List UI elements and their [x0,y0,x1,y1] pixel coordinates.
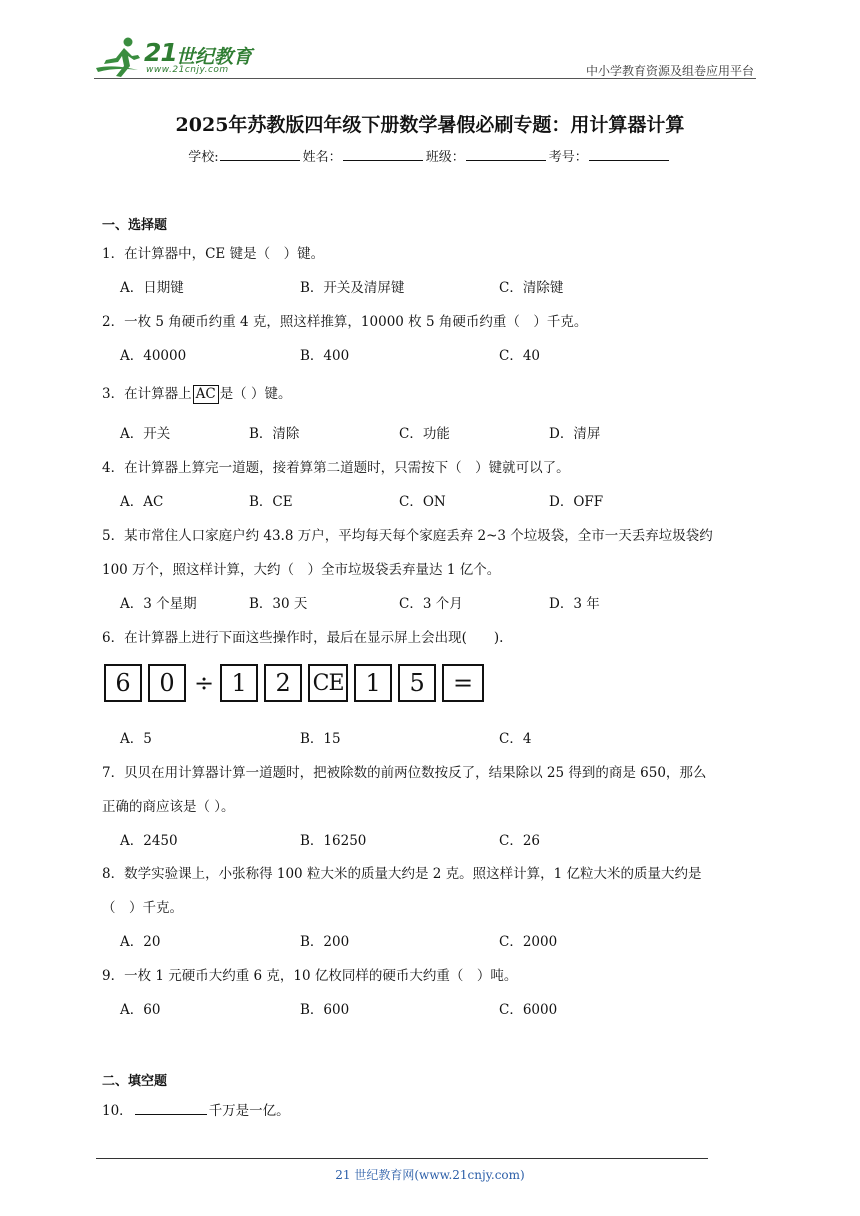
calc-key-1-second: 1 [354,664,392,702]
calc-key-2: 2 [264,664,302,702]
logo-number: 21 [144,38,177,67]
q8-option-a[interactable]: A．20 [120,934,161,950]
q3-text-post: 是（ ）键。 [219,386,292,402]
question-6: 6．在计算器上进行下面这些操作时，最后在显示屏上会出现( ). [102,630,504,646]
question-1: 1．在计算器中，CE 键是（ ）键。 [102,246,325,262]
q9-option-c[interactable]: C．6000 [499,1002,558,1018]
calc-key-5: 5 [398,664,436,702]
class-label: 班级： [425,150,465,165]
question-3 [102,382,291,404]
question-9: 9．一枚 1 元硬币大约重 6 克，10 亿枚同样的硬币大约重（ ）吨。 [102,968,518,984]
q9-option-b[interactable]: B．600 [300,1002,350,1018]
q6-option-c[interactable]: C．4 [499,731,532,747]
calc-key-1: 1 [220,664,258,702]
q1-option-b[interactable]: B．开关及清屏键 [300,280,405,296]
q5-option-b[interactable]: B．30 天 [249,596,308,612]
exam-no-label: 考号： [548,150,588,165]
calc-key-equals: = [442,664,484,702]
header-divider [94,78,756,79]
q8-option-c[interactable]: C．2000 [499,934,558,950]
logo-url: www.21cnjy.com [146,65,229,75]
question-5-line-1: 5．某市常住人口家庭户约 43.8 万户，平均每天每个家庭丢弃 2~3 个垃圾袋，全市一天丢弃垃圾袋约 [102,528,713,544]
section-heading-choice: 一、选择题 [102,218,168,233]
q7-option-c[interactable]: C．26 [499,833,541,849]
question-5-line-2: 100 万个，照这样计算，大约（ ）全市垃圾袋丢弃量达 1 亿个。 [102,562,501,578]
runner-logo-icon [94,36,144,78]
q7-option-b[interactable]: B．16250 [300,833,367,849]
ac-key-box: AC [193,385,219,404]
q1-option-c[interactable]: C．清除键 [499,280,564,296]
platform-label: 中小学教育资源及组卷应用平台 [585,64,754,78]
q4-option-c[interactable]: C．ON [399,494,446,510]
student-info-line [0,146,860,165]
q3-option-a[interactable]: A．开关 [120,426,171,442]
question-2: 2．一枚 5 角硬币约重 4 克，照这样推算，10000 枚 5 角硬币约重（ ）千克。 [102,314,588,330]
q4-option-d[interactable]: D．OFF [549,494,604,510]
logo-text: 世纪教育 [176,46,253,68]
q5-option-a[interactable]: A．3 个星期 [120,596,197,612]
divide-sign: ÷ [194,669,215,697]
page-title: 2025年苏教版四年级下册数学暑假必刷专题：用计算器计算 [175,114,685,136]
q2-option-b[interactable]: B．400 [300,348,350,364]
calc-key-0: 0 [148,664,186,702]
site-logo [94,36,262,78]
q9-option-a[interactable]: A．60 [120,1002,161,1018]
q5-option-d[interactable]: D．3 年 [549,596,600,612]
question-7-line-2: 正确的商应该是（ ）。 [102,799,235,815]
q3-text-pre: 3．在计算器上 [102,386,192,402]
q3-option-c[interactable]: C．功能 [399,426,450,442]
calc-key-ce: CE [308,664,348,702]
question-8-line-1: 8．数学实验课上，小张称得 100 粒大米的质量大约是 2 克。照这样计算，1 亿粒大米的质量大约是 [102,866,702,882]
question-7-line-1: 7．贝贝在用计算器计算一道题时，把被除数的前两位数按反了，结果除以 25 得到的商是 650，那么 [102,765,707,781]
q6-option-b[interactable]: B．15 [300,731,341,747]
school-label: 学校: [188,150,219,165]
question-8-line-2: （ ）千克。 [102,900,183,916]
section-heading-fill: 二、填空题 [102,1074,168,1089]
name-label: 姓名： [302,150,342,165]
q8-option-b[interactable]: B．200 [300,934,350,950]
q2-option-a[interactable]: A．40000 [120,348,187,364]
q2-option-c[interactable]: C．40 [499,348,541,364]
q5-option-c[interactable]: C．3 个月 [399,596,463,612]
class-blank[interactable] [466,148,546,161]
q4-option-b[interactable]: B．CE [249,494,293,510]
calc-key-6: 6 [104,664,142,702]
footer-text[interactable]: 21 世纪教育网(www.21cnjy.com) [335,1168,525,1182]
question-10 [102,1099,290,1119]
q3-option-b[interactable]: B．清除 [249,426,300,442]
q10-number: 10． [102,1103,133,1119]
q1-option-a[interactable]: A．日期键 [120,280,184,296]
q10-text: 千万是一亿。 [208,1103,290,1119]
exam-no-blank[interactable] [589,148,669,161]
calculator-key-sequence [104,662,490,704]
q7-option-a[interactable]: A．2450 [120,833,178,849]
footer-divider [96,1158,708,1159]
q6-option-a[interactable]: A．5 [120,731,152,747]
q4-option-a[interactable]: A．AC [120,494,164,510]
school-blank[interactable] [220,148,300,161]
q3-option-d[interactable]: D．清屏 [549,426,601,442]
q10-answer-blank[interactable] [135,1101,207,1115]
question-4: 4．在计算器上算完一道题，接着算第二道题时，只需按下（ ）键就可以了。 [102,460,570,476]
name-blank[interactable] [343,148,423,161]
